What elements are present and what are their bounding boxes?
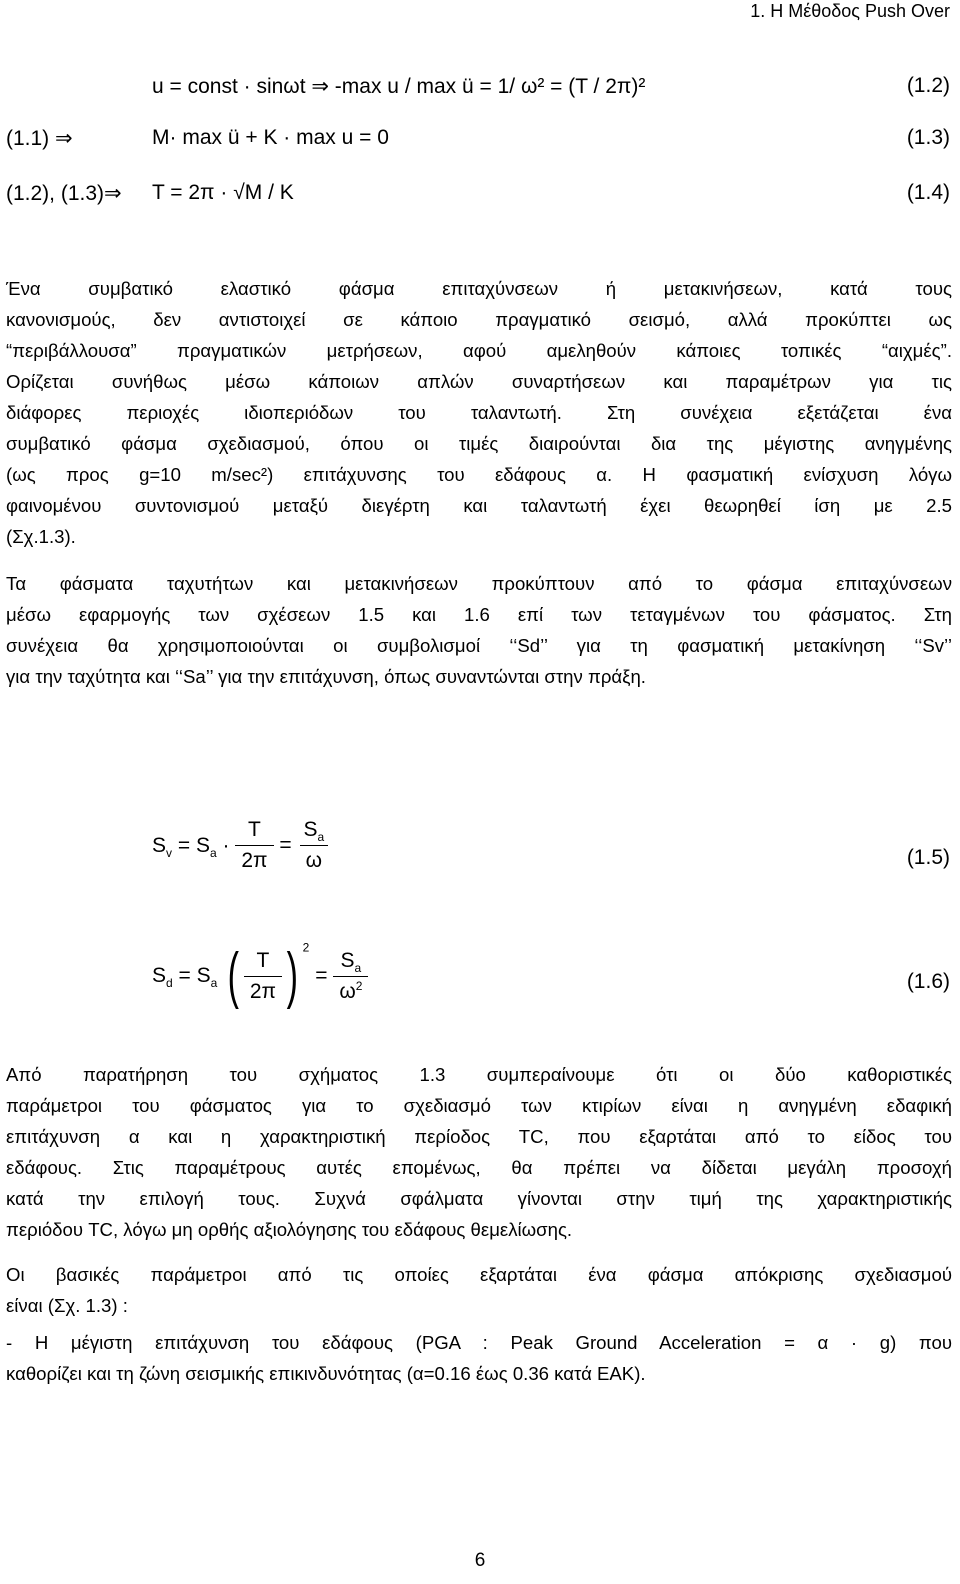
- equation-1-6: $S_d = S_a$ ( $\frac{T}{2\pi}$ ) $^2$ = $\frac{S_a}{\omega^2}$: [152, 945, 368, 1007]
- text-line: κανονισμούς, δεν αντιστοιχεί σε κάποιο πραγματικό σεισμό, αλλά προκύπτει ως: [6, 309, 952, 330]
- text-line: κατά την επιλογή τους. Συχνά σφάλματα γίνονται στην τιμή της χαρακτηριστικής: [6, 1188, 952, 1209]
- running-header: 1. Η Μέθοδος Push Over: [750, 1, 950, 21]
- text-line: διάφορες περιοχές ιδιοπεριόδων του ταλαντωτή. Στη συνέχεια εξετάζεται ένα: [6, 402, 952, 423]
- fraction: $\frac{S_a}{\omega^2}$: [333, 949, 368, 1004]
- equation-1-4-prefix: (1.2), (1.3)⇒: [6, 182, 122, 205]
- text-line: Ένα συμβατικό ελαστικό φάσμα επιταχύνσεων ή μετακινήσεων, κατά τους: [6, 278, 952, 299]
- fraction: $\frac{S_a}{\omega}$: [297, 818, 330, 873]
- equation-1-3-prefix: (1.1) ⇒: [6, 127, 73, 150]
- text-line: Οι βασικές παράμετροι από τις οποίες εξαρτάται ένα φάσμα απόκρισης σχεδιασμού: [6, 1264, 952, 1285]
- right-parenthesis: ): [286, 941, 299, 1010]
- text-line: επιτάχυνση α και η χαρακτηριστική περίοδος TC, που εξαρτάται από το είδος του: [6, 1126, 952, 1147]
- text-line: (Σχ.1.3).: [6, 526, 76, 547]
- paragraph-3: [6, 1059, 952, 1245]
- left-parenthesis: (: [227, 941, 240, 1010]
- text-line: Από παρατήρηση του σχήματος 1.3 συμπεραίνουμε ότι οι δύο καθοριστικές: [6, 1064, 952, 1085]
- text-line: εδάφους. Στις παραμέτρους αυτές επομένως, θα πρέπει να δίδεται μεγάλη προσοχή: [6, 1157, 952, 1178]
- equation-number-1-5: (1.5): [906, 846, 950, 869]
- equation-number-1-3: (1.3): [906, 126, 950, 149]
- paragraph-4: [6, 1259, 952, 1321]
- fraction: $\frac{T}{2\pi}$: [244, 949, 282, 1004]
- text-line: φαινομένου συντονισμού μεταξύ διεγέρτη και ταλαντωτή έχει θεωρηθεί ίση με 2.5: [6, 495, 952, 516]
- equation-number-1-2: (1.2): [906, 74, 950, 97]
- equation-1-4: T = 2π · √M / K: [152, 181, 294, 204]
- equation-number-1-4: (1.4): [906, 181, 950, 204]
- text-line: (ως προς g=10 m/sec²) επιτάχυνσης του εδάφους α. Η φασματική ενίσχυση λόγω: [6, 464, 952, 485]
- paragraph-2: [6, 568, 952, 692]
- text-line: καθορίζει και τη ζώνη σεισμικής επικινδυνότητας (α=0.16 έως 0.36 κατά ΕΑΚ).: [6, 1363, 646, 1384]
- text-line: παράμετροι του φάσματος για το σχεδιασμό των κτιρίων είναι η ανηγμένη εδαφική: [6, 1095, 952, 1116]
- text-line: είναι (Σχ. 1.3) :: [6, 1295, 128, 1316]
- equation-1-5: $S_v = S_a$ · $\frac{T}{2\pi}$ = $\frac{S_a}{\omega}$: [152, 818, 330, 873]
- text-line: μέσω εφαρμογής των σχέσεων 1.5 και 1.6 επί των τεταγμένων του φάσματος. Στη: [6, 604, 952, 625]
- text-line: συνέχεια θα χρησιμοποιούνται οι συμβολισμοί ‘‘Sd’’ για τη φασματική μετακίνηση ‘‘Sv’’: [6, 635, 952, 656]
- text-line: Ορίζεται συνήθως μέσω κάποιων απλών συναρτήσεων και παραμέτρων για τις: [6, 371, 952, 392]
- text-line: “περιβάλλουσα” πραγματικών μετρήσεων, αφού αμεληθούν κάποιες τοπικές “αιχμές”.: [6, 340, 952, 361]
- paragraph-1: [6, 273, 952, 552]
- equation-1-3: M· max ü + K · max u = 0: [152, 126, 389, 149]
- text-line: περιόδου TC, λόγω μη ορθής αξιολόγησης του εδάφους θεμελίωσης.: [6, 1219, 573, 1240]
- page-number: 6: [474, 1550, 486, 1571]
- text-line: Τα φάσματα ταχυτήτων και μετακινήσεων προκύπτουν από το φάσμα επιταχύνσεων: [6, 573, 952, 594]
- text-line: συμβατικό φάσμα σχεδιασμού, όπου οι τιμές διαιρούνται δια της μέγιστης ανηγμένης: [6, 433, 952, 454]
- equation-1-2: u = const · sinωt ⇒ -max u / max ü = 1/ ω² = (T / 2π)²: [152, 75, 646, 98]
- paragraph-5: [6, 1327, 952, 1389]
- fraction: $\frac{T}{2\pi}$: [235, 818, 273, 873]
- equation-number-1-6: (1.6): [906, 970, 950, 993]
- text-line: - Η μέγιστη επιτάχυνση του εδάφους (PGA : Peak Ground Acceleration = α · g) που: [6, 1332, 952, 1353]
- text-line: για την ταχύτητα και ‘‘Sa’’ για την επιτάχυνση, όπως συναντώνται στην πράξη.: [6, 666, 646, 687]
